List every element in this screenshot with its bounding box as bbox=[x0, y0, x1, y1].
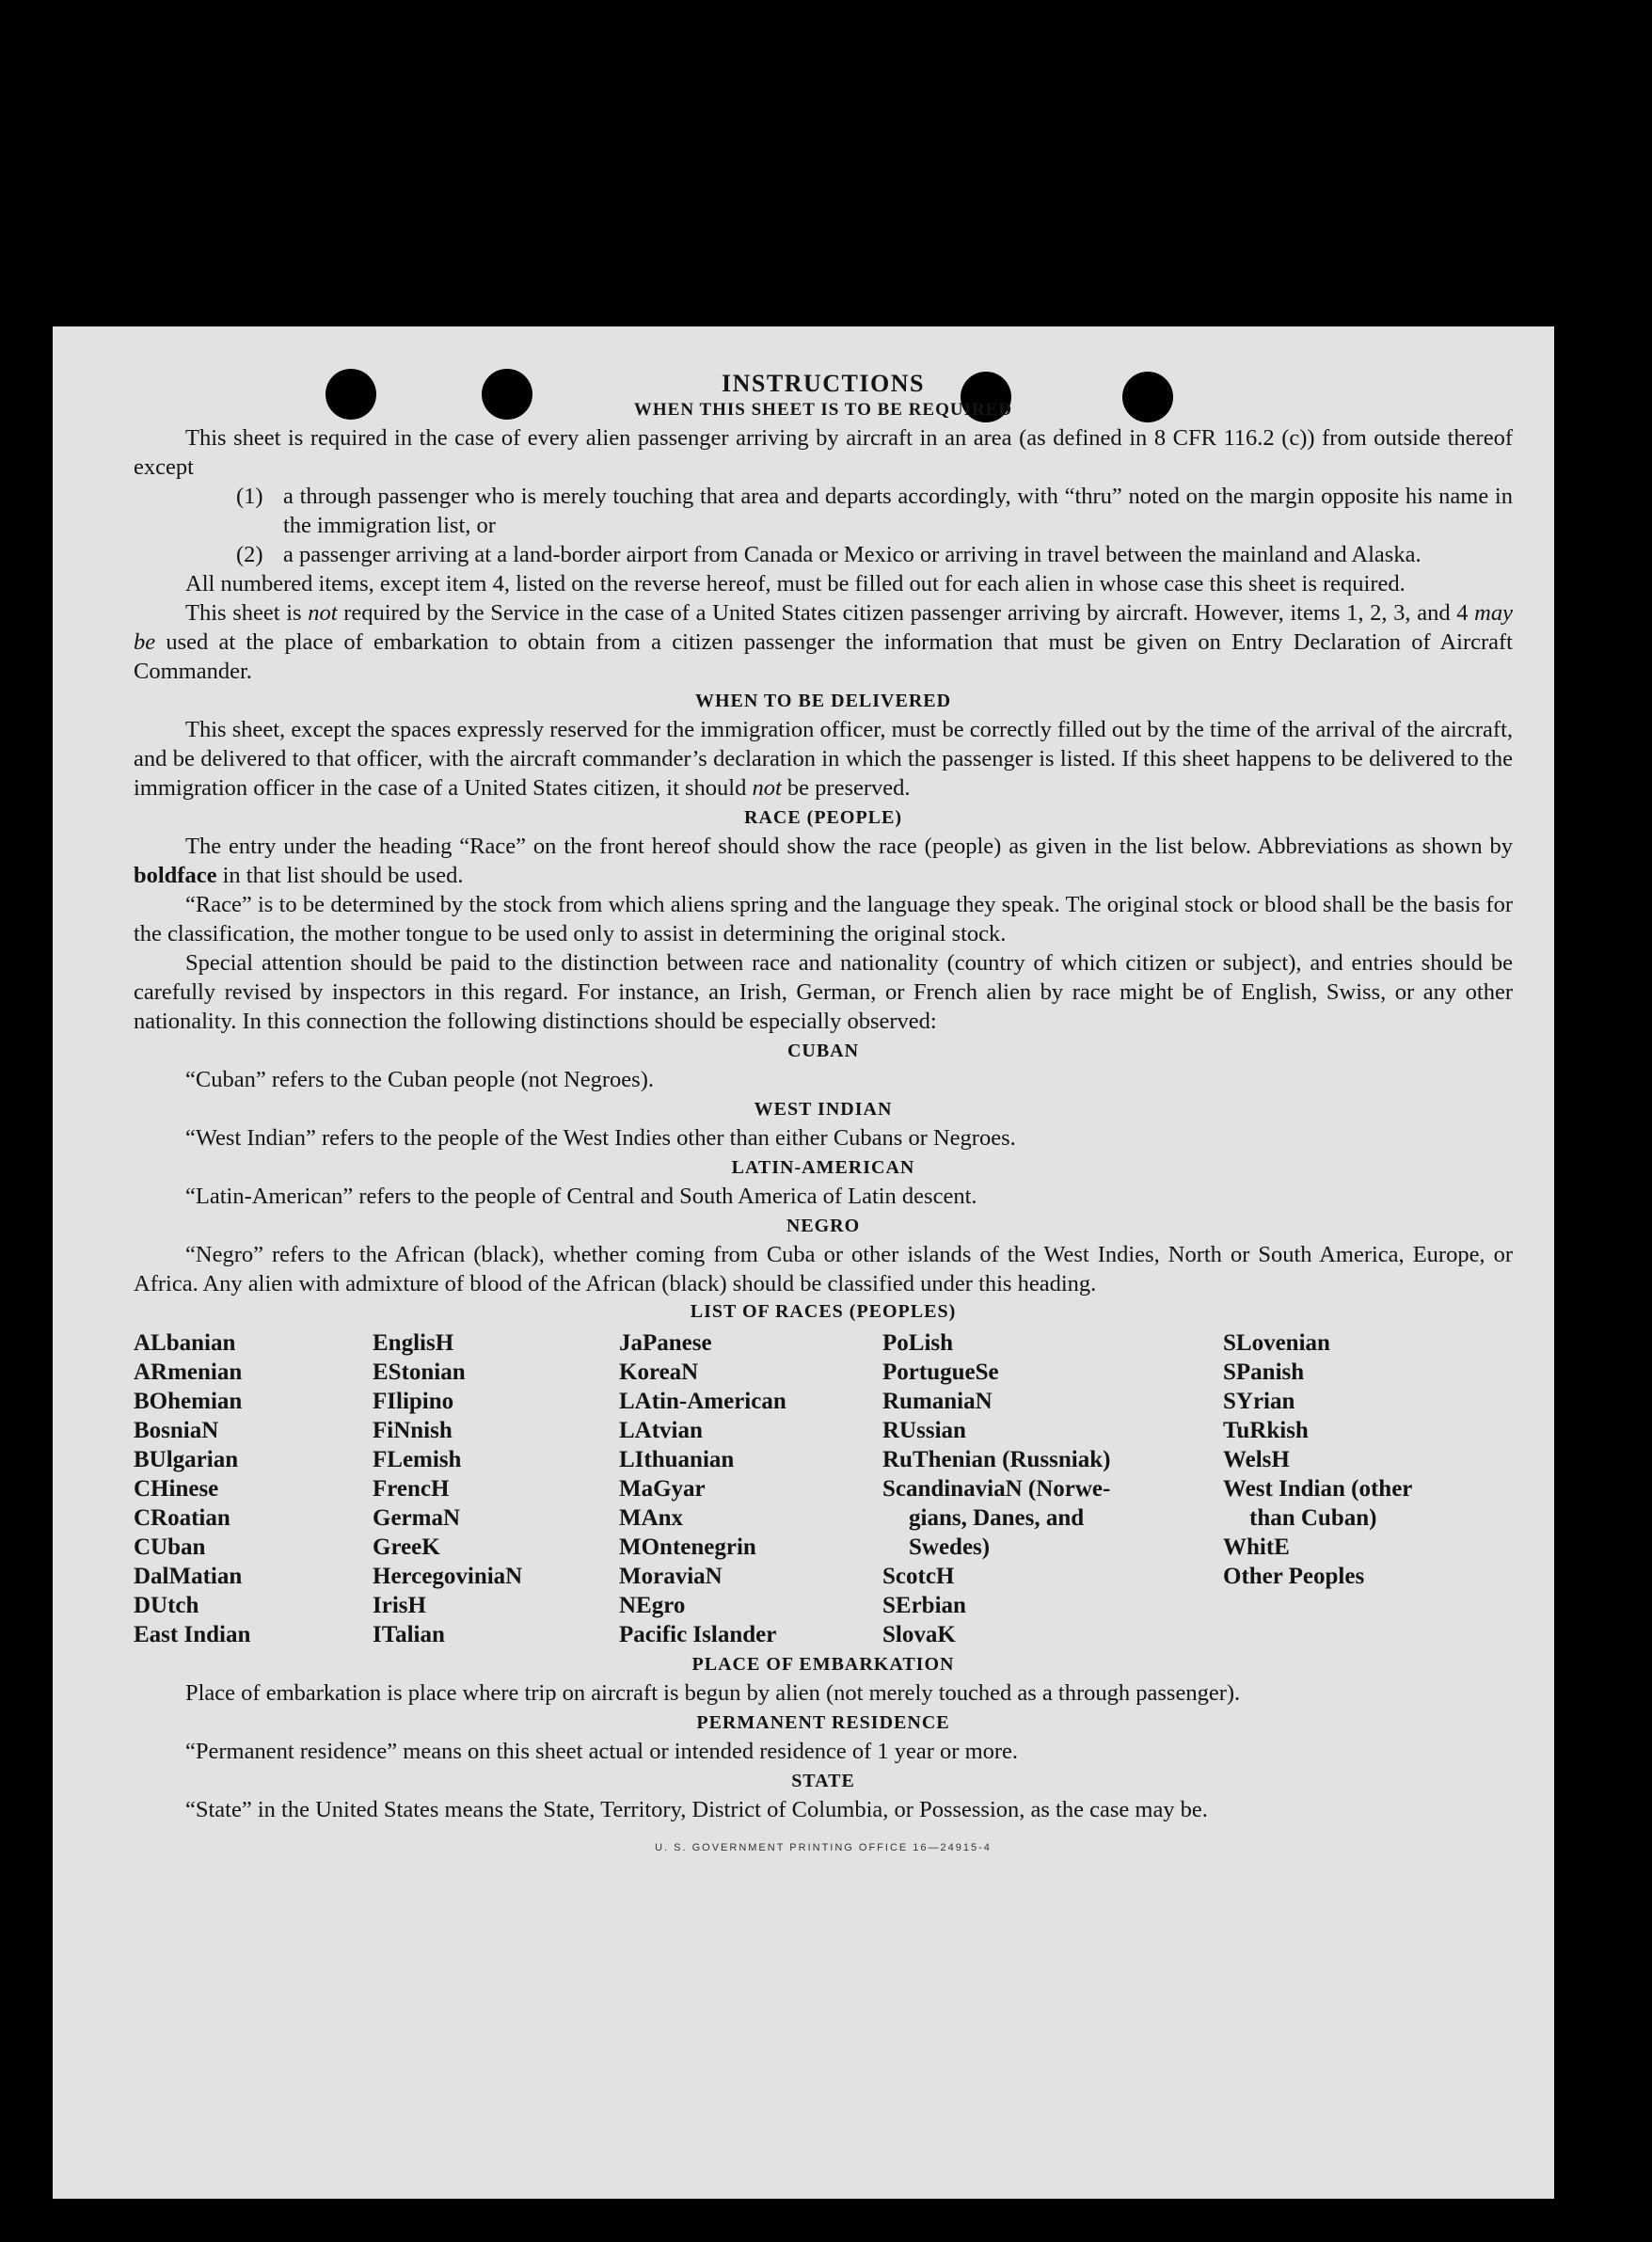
section-heading-embarkation: PLACE OF EMBARKATION bbox=[691, 1654, 955, 1675]
embarkation-paragraph: Place of embarkation is place where trip on aircraft is begun by alien (not merely touched as a through passenger). bbox=[185, 1680, 1241, 1706]
race-item: CRoatian bbox=[134, 1505, 230, 1531]
race-item: FrencH bbox=[373, 1476, 450, 1502]
race-item: NEgro bbox=[619, 1593, 686, 1618]
race-item: Swedes) bbox=[909, 1534, 991, 1560]
race-item: DUtch bbox=[134, 1593, 199, 1618]
race-item: SPanish bbox=[1223, 1360, 1305, 1385]
race-item: MAnx bbox=[619, 1505, 684, 1531]
section-heading-negro: NEGRO bbox=[786, 1216, 861, 1236]
when-required-paragraph: All numbered items, except item 4, listed on the reverse hereof, must be filled out for each alien in whose case this sheet is required. bbox=[185, 571, 1406, 596]
race-item: ARmenian bbox=[134, 1360, 243, 1385]
race-item: EnglisH bbox=[373, 1330, 454, 1356]
races-list bbox=[134, 1328, 1513, 1649]
section-heading-race: RACE (PEOPLE) bbox=[744, 807, 902, 828]
document-content bbox=[134, 370, 1513, 1863]
race-item: ScotcH bbox=[882, 1564, 955, 1589]
races-column bbox=[882, 1328, 1223, 1649]
race-item: WelsH bbox=[1223, 1447, 1290, 1472]
race-item: SErbian bbox=[882, 1593, 966, 1618]
races-column bbox=[134, 1328, 373, 1649]
race-item: than Cuban) bbox=[1249, 1505, 1377, 1531]
race-item: PoLish bbox=[882, 1330, 954, 1356]
when-delivered-paragraph: This sheet, except the spaces expressly reserved for the immigration officer, must be correctly filled out by the time of the arrival of the aircraft, and be delivered to that officer, with the aircraft commander’s declaration in which the passenger is listed. If this sheet happens to be delivered to the immigration officer in the case of a United States citizen, it should not be preserved. bbox=[134, 717, 1513, 801]
printer-imprint: U. S. GOVERNMENT PRINTING OFFICE 16—24915-4 bbox=[655, 1842, 992, 1853]
section-heading-when-delivered: WHEN TO BE DELIVERED bbox=[694, 691, 952, 711]
race-item: RuThenian (Russniak) bbox=[882, 1447, 1111, 1472]
west-indian-paragraph: “West Indian” refers to the people of the West Indies other than either Cubans or Negroes. bbox=[185, 1125, 1016, 1151]
races-column bbox=[373, 1328, 619, 1649]
race-item: CHinese bbox=[134, 1476, 219, 1502]
race-item: RumaniaN bbox=[882, 1389, 993, 1414]
race-item: LAtin-American bbox=[619, 1389, 786, 1414]
race-item: BUlgarian bbox=[134, 1447, 239, 1472]
race-paragraph: Special attention should be paid to the distinction between race and nationality (country of which citizen or subject), and entries should be carefully revised by inspectors in this regard. For instance, an Irish, German, or French alien by race might be of English, Swiss, or any other nationality. In this connection the following distinctions should be especially observed: bbox=[134, 950, 1513, 1034]
race-item: FLemish bbox=[373, 1447, 462, 1472]
negro-paragraph: “Negro” refers to the African (black), whether coming from Cuba or other islands of the West Indies, North or South America, Europe, or Africa. Any alien with admixture of blood of the African (black) should be classified under this heading. bbox=[134, 1242, 1513, 1296]
exception-text: a through passenger who is merely touching that area and departs accordingly, with “thru” noted on the margin opposite his name in the immigration list, or bbox=[283, 484, 1513, 538]
race-item: GermaN bbox=[373, 1505, 461, 1531]
race-item: ALbanian bbox=[134, 1330, 236, 1356]
race-item: gians, Danes, and bbox=[909, 1505, 1085, 1531]
race-item: WhitE bbox=[1223, 1534, 1290, 1560]
race-item: BOhemian bbox=[134, 1389, 243, 1414]
exception-text: a passenger arriving at a land-border airport from Canada or Mexico or arriving in travel between the mainland and Alaska. bbox=[283, 542, 1422, 567]
when-required-intro: This sheet is required in the case of every alien passenger arriving by aircraft in an area (as defined in 8 CFR 116.2 (c)) from outside thereof except bbox=[134, 425, 1513, 480]
exception-number: (2) bbox=[236, 542, 263, 567]
race-item: PortugueSe bbox=[882, 1360, 999, 1385]
race-paragraph: The entry under the heading “Race” on the front hereof should show the race (people) as given in the list below. Abbreviations as shown by boldface in that list should be used. bbox=[134, 834, 1513, 888]
cuban-paragraph: “Cuban” refers to the Cuban people (not Negroes). bbox=[185, 1067, 654, 1092]
race-item: BosniaN bbox=[134, 1418, 219, 1443]
when-required-paragraph: This sheet is not required by the Service in the case of a United States citizen passenger arriving by aircraft. However, items 1, 2, 3, and 4 may be used at the place of embarkation to obtain from a citizen passenger the information that must be given on Entry Declaration of Aircraft Commander. bbox=[134, 600, 1513, 684]
document-sheet bbox=[53, 326, 1554, 2199]
section-heading-west-indian: WEST INDIAN bbox=[754, 1099, 893, 1120]
race-item: KoreaN bbox=[619, 1360, 699, 1385]
race-item: SlovaK bbox=[882, 1622, 956, 1647]
race-item: JaPanese bbox=[619, 1330, 712, 1356]
race-item: FiNnish bbox=[373, 1418, 453, 1443]
race-item: RUssian bbox=[882, 1418, 966, 1443]
race-item: ScandinaviaN (Norwe- bbox=[882, 1476, 1111, 1502]
exception-item bbox=[134, 540, 1513, 569]
race-paragraph: “Race” is to be determined by the stock from which aliens spring and the language they speak. The original stock or blood shall be the basis for the classification, the mother tongue to be used only to assist in determining the original stock. bbox=[134, 892, 1513, 946]
race-item: DalMatian bbox=[134, 1564, 243, 1589]
race-item: LIthuanian bbox=[619, 1447, 735, 1472]
residence-paragraph: “Permanent residence” means on this sheet actual or intended residence of 1 year or more. bbox=[185, 1739, 1019, 1764]
race-item: ITalian bbox=[373, 1622, 445, 1647]
race-item: Other Peoples bbox=[1223, 1564, 1365, 1589]
section-heading-latin-american: LATIN-AMERICAN bbox=[731, 1157, 915, 1178]
page-title: INSTRUCTIONS bbox=[722, 370, 925, 397]
section-heading-state: STATE bbox=[791, 1771, 855, 1791]
race-item: East Indian bbox=[134, 1622, 251, 1647]
race-item: MOntenegrin bbox=[619, 1534, 756, 1560]
race-item: SLovenian bbox=[1223, 1330, 1330, 1356]
race-item: MaGyar bbox=[619, 1476, 706, 1502]
race-item: CUban bbox=[134, 1534, 206, 1560]
exception-item bbox=[134, 482, 1513, 540]
race-item: Pacific Islander bbox=[619, 1622, 777, 1647]
latin-american-paragraph: “Latin-American” refers to the people of Central and South America of Latin descent. bbox=[185, 1184, 977, 1209]
races-column bbox=[619, 1328, 882, 1649]
race-item: EStonian bbox=[373, 1360, 466, 1385]
race-item: IrisH bbox=[373, 1593, 426, 1618]
race-item: West Indian (other bbox=[1223, 1476, 1413, 1502]
section-heading-cuban: CUBAN bbox=[786, 1041, 860, 1061]
section-heading-races-list: LIST OF RACES (PEOPLES) bbox=[690, 1301, 957, 1322]
race-item: MoraviaN bbox=[619, 1564, 723, 1589]
section-heading-when-required: WHEN THIS SHEET IS TO BE REQUIRED bbox=[633, 400, 1013, 420]
state-paragraph: “State” in the United States means the State, Territory, District of Columbia, or Possession, as the case may be. bbox=[185, 1797, 1208, 1822]
race-item: LAtvian bbox=[619, 1418, 703, 1443]
races-column bbox=[1223, 1328, 1486, 1649]
race-item: FIlipino bbox=[373, 1389, 454, 1414]
race-item: GreeK bbox=[373, 1534, 440, 1560]
race-item: HercegoviniaN bbox=[373, 1564, 523, 1589]
exception-number: (1) bbox=[236, 484, 263, 509]
section-heading-residence: PERMANENT RESIDENCE bbox=[696, 1712, 950, 1733]
race-item: SYrian bbox=[1223, 1389, 1295, 1414]
race-item: TuRkish bbox=[1223, 1418, 1309, 1443]
